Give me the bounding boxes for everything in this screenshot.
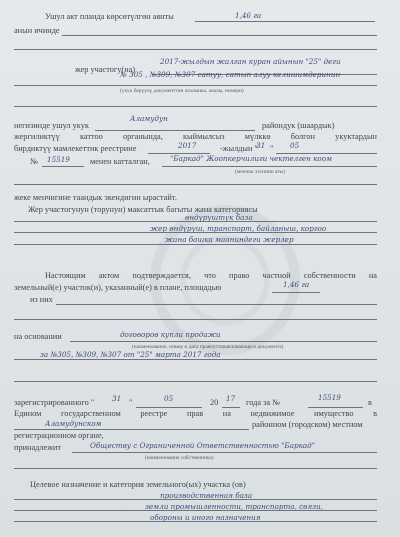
purpose-underline-2 (14, 232, 377, 233)
registry-day: 31 (256, 141, 266, 150)
purpose-kg-3: жана башка мааниндеги жерлер (165, 235, 294, 244)
area-value: 1,46 га (235, 11, 262, 20)
basis-document-line1: 2017-жылдын жалган куран айынын "25" деги (160, 57, 341, 66)
purpose-label-ru: Целевое назначение и категория земельного(ых) участка (ов) (30, 480, 246, 489)
area-statement-label: Ушул акт планда көрсөтүлгөн аянты (45, 12, 174, 21)
plot-area-value: 1,46 га (283, 280, 310, 289)
registration-number: 15519 (47, 155, 70, 164)
purpose-ru-2: земли промышленности, транспорта, связи, (145, 502, 323, 511)
blank-line-3 (14, 184, 377, 185)
basis-document-ru: договоров купли продажи (120, 330, 221, 339)
plot-area-label: земельный(е) участок(и), указанный(е) в плане, площадью (14, 283, 222, 292)
century-prefix: 20 (210, 398, 219, 407)
basis-caption: (укук берүүчү документтин аталышы, жылы, номери) (120, 88, 244, 94)
registration-number-ru: 15519 (318, 393, 341, 402)
owner-name-kg: "Баркад" Жоопкерчилиги чектелген коом (170, 154, 333, 163)
including-label: анын ичинде (14, 26, 60, 35)
owner-ru-caption: (наименование собственника) (145, 455, 214, 461)
district-value: Аламудун (130, 114, 168, 123)
purpose-ru-underline-3 (14, 521, 377, 522)
in-label: в (368, 398, 372, 407)
number-sign: № (30, 157, 38, 166)
reg-number-ru-underline (308, 407, 363, 408)
registration-day-ru: 31 (112, 394, 122, 403)
blank-line-1 (14, 49, 377, 50)
blank-line-6 (14, 468, 377, 469)
including-underline (62, 35, 377, 36)
act-confirmation-ru: Настоящим актом подтверждается, что право частной собственности на (45, 271, 377, 280)
owner-ru-underline (72, 452, 377, 453)
year-suffix: -жылдын " (220, 144, 258, 153)
registration-month-ru: 05 (164, 394, 174, 403)
basis-ru-caption: (наименование, номер и дата правоустанавливающего документа) (132, 344, 284, 350)
quote-close: " (270, 144, 274, 153)
day-quote-close: " (129, 398, 133, 407)
registry-label: бирдиктүү мамлекеттик реестрине (14, 144, 137, 153)
district-ru-underline (14, 429, 249, 430)
plot-area-underline (272, 292, 320, 293)
purpose-underline-1 (14, 221, 377, 222)
owner-name-ru: Обществу с Ограниченной Ответственностью "Баркад" (90, 441, 316, 450)
blank-line-4 (14, 319, 377, 320)
year-number-label: года за № (246, 398, 281, 407)
land-plot-label: жер участогу(на) (75, 65, 136, 74)
belongs-to-label: принадлежит (14, 443, 61, 452)
purpose-kg-1: өндүрүштүк база (185, 213, 253, 222)
registry-month: 05 (290, 141, 300, 150)
of-which-label: из них (30, 295, 53, 304)
basis-label-ru: на основании (14, 332, 62, 341)
basis-ru-underline (70, 341, 377, 342)
rights-basis-label: негизинде ушул укук (14, 121, 89, 130)
basis-document-line2: № 305 , №309, №307 сатуу, сатып алуу келишимдеринин (120, 70, 341, 79)
contract-numbers: за №305, №309, №307 от "25" марта 2017 года (40, 350, 221, 359)
district-ru-value: Аламудунском (45, 419, 102, 428)
watermark-emblem-inner (180, 235, 270, 325)
area-underline (195, 21, 375, 22)
purpose-ru-underline-2 (14, 510, 377, 511)
ownership-confirmation: жеке менчигине таандык экендигин ырастайт. (14, 193, 177, 202)
registered-label: менен катталган, (90, 157, 150, 166)
purpose-label-kg: Жер участогунун (торунун) максаттык багыты жана категориясы (28, 205, 258, 214)
blank-line-5 (14, 381, 377, 382)
year-ru-underline (222, 407, 240, 408)
owner-caption: (менчик ээсинин аты) (235, 169, 285, 175)
of-which-underline (56, 304, 377, 305)
purpose-ru-3: обороны и иного назначения (150, 513, 261, 522)
reg-number-underline (42, 166, 84, 167)
purpose-kg-2: жер өндүрүш, транспорт, байланыш, коргоо (150, 224, 327, 233)
registry-organ-label: регистрационном органе, (14, 431, 104, 440)
district-ru-suffix: районном (городском) местном (252, 420, 363, 429)
district-suffix: райондук (шаардык) (262, 121, 335, 130)
registry-year: 2017 (178, 141, 197, 150)
district-underline (95, 130, 255, 131)
purpose-ru-1: производственная база (160, 491, 253, 500)
blank-line-2 (14, 106, 377, 107)
registration-year-ru: 17 (226, 394, 236, 403)
registry-ru-line: Едином государственном реестре прав на недвижимое имущество в (14, 409, 377, 418)
month-ru-underline (136, 407, 202, 408)
contract-underline (14, 359, 377, 360)
owner-underline (162, 166, 377, 167)
basis-underline-2 (14, 85, 377, 86)
purpose-underline-3 (14, 244, 377, 245)
purpose-ru-underline-1 (14, 499, 377, 500)
registered-ru-label: зарегистрированного " (14, 398, 95, 407)
registry-body-line: жергиликтүү каттоо органында, кыймылсыз мүлккө болгон укуктардын (14, 132, 377, 141)
